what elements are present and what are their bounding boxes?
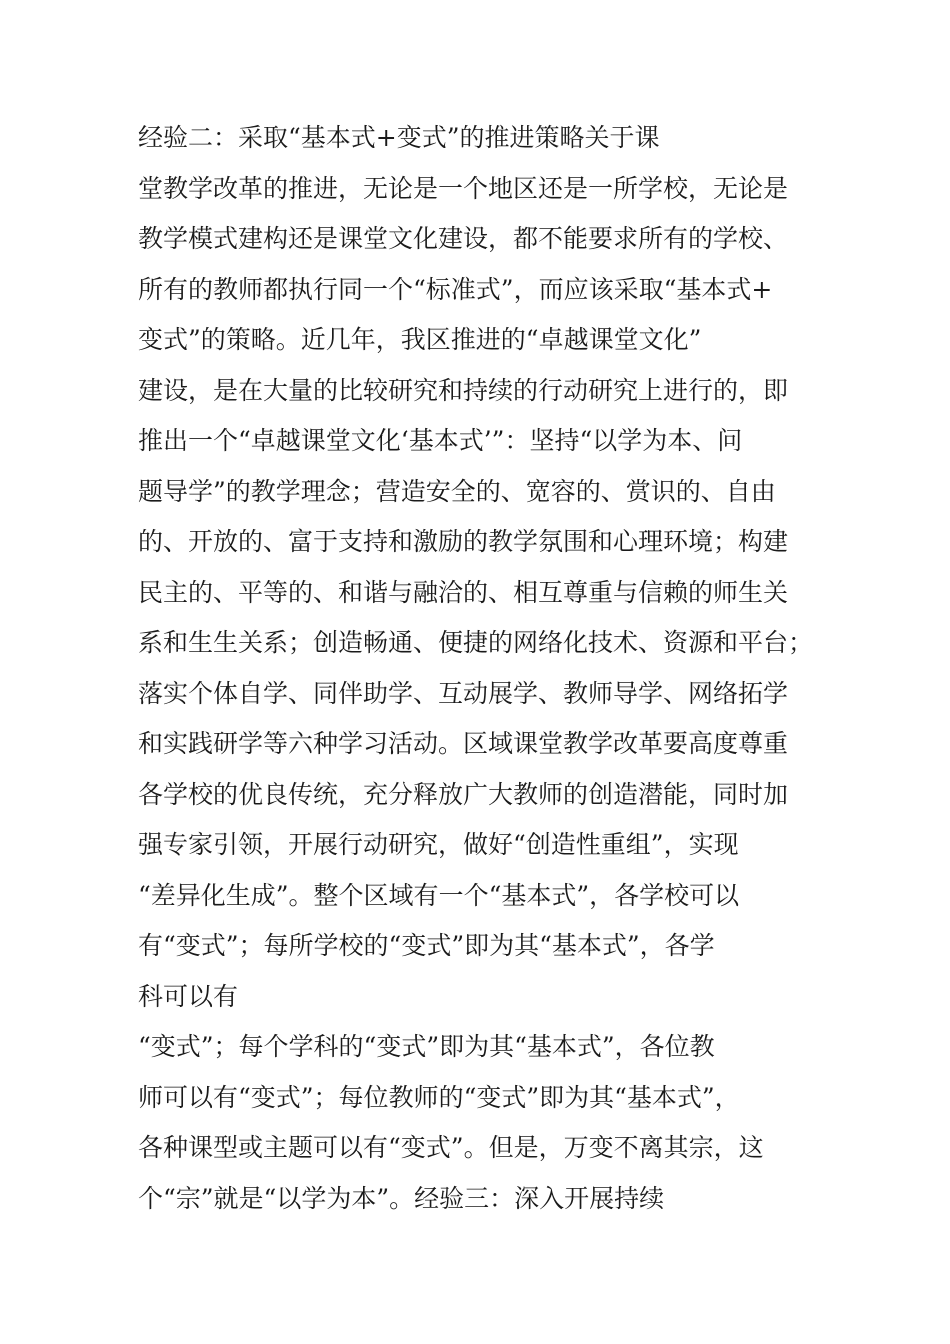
text-line: 系和生生关系；创造畅通、便捷的网络化技术、资源和平台；: [138, 628, 814, 657]
text-line: 经验二：采取“基本式+变式”的推进策略关于课: [138, 123, 660, 152]
text-line: 个“宗”就是“以学为本”。经验三：深入开展持续: [138, 1183, 665, 1213]
text-line: 落实个体自学、同伴助学、互动展学、教师导学、网络拓学: [138, 678, 789, 708]
text-line: “变式”；每个学科的“变式”即为其“基本式”，各位教: [138, 1032, 715, 1061]
text-line: 民主的、平等的、和谐与融洽的、相互尊重与信赖的师生关: [138, 577, 789, 607]
text-line: 的、开放的、富于支持和激励的教学氛围和心理环境；构建: [138, 527, 789, 556]
text-line: 变式”的策略。近几年，我区推进的“卓越课堂文化”: [138, 325, 702, 354]
text-line: 有“变式”；每所学校的“变式”即为其“基本式”，各学: [138, 931, 715, 960]
text-line: 各学校的优良传统，充分释放广大教师的创造潜能，同时加: [138, 779, 789, 809]
text-line: 科可以有: [138, 981, 239, 1011]
text-line: 推出一个“卓越课堂文化‘基本式’”：坚持“以学为本、问: [138, 426, 743, 455]
text-line: 建设，是在大量的比较研究和持续的行动研究上进行的，即: [138, 375, 789, 405]
text-line: 各种课型或主题可以有“变式”。但是，万变不离其宗，这: [138, 1133, 764, 1162]
text-line: 堂教学改革的推进，无论是一个地区还是一所学校，无论是: [138, 173, 789, 203]
body-text: [138, 113, 838, 1224]
text-line: 所有的教师都执行同一个“标准式”，而应该采取“基本式+: [138, 274, 773, 304]
text-line: 教学模式建构还是课堂文化建设，都不能要求所有的学校、: [138, 224, 789, 253]
text-line: 强专家引领，开展行动研究，做好“创造性重组”，实现: [138, 830, 739, 859]
text-line: 题导学”的教学理念；营造安全的、宽容的、赏识的、自由: [138, 476, 776, 506]
text-line: “差异化生成”。整个区域有一个“基本式”，各学校可以: [138, 880, 740, 910]
text-line: 和实践研学等六种学习活动。区域课堂教学改革要高度尊重: [138, 729, 789, 758]
text-line: 师可以有“变式”；每位教师的“变式”即为其“基本式”，: [138, 1082, 740, 1112]
